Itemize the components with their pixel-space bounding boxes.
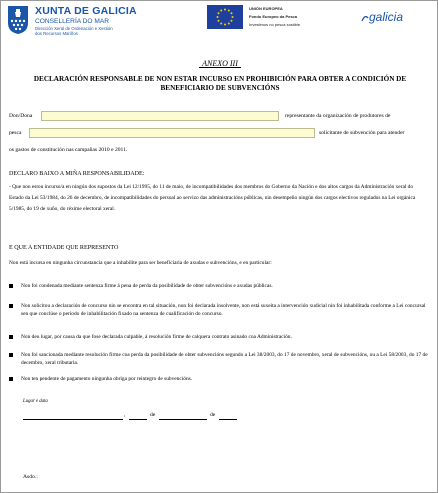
entity-intro: Non está incursa en ningunha circunstancia que a inhabilite para ser beneficiaria de axudas e subvencións, e en particular: <box>9 260 272 266</box>
galicia-shield-icon <box>7 5 29 35</box>
bullet-icon <box>9 377 13 381</box>
document-title: DECLARACIÓN RESPONSABLE DE NON ESTAR INCURSO EN PROHIBICIÓN PARA OBTER A CONDICIÓN DE BENEFICIARIO DE SUBVENCIÓNS <box>33 75 407 92</box>
subdivision-line-2: dos Recursos Mariños <box>35 31 78 37</box>
eu-line-1: UNIÓN EUROPEA <box>249 6 283 11</box>
eu-flag-icon <box>207 5 243 29</box>
date-de-2: de <box>210 412 216 418</box>
request-text: solicitante de subvención para atender <box>319 130 405 136</box>
declaration-paragraph: - Que non estou incurso/a en ningún dos supostos da Lei 12/1995, do 11 de maio, de incompatibilidades dos membros do Goberno da Nación e dos altos cargos da Administración xeral do Estado da Lei 53/1984, do 26 de decembro, de incompatibilidades do persoal ao servizo das administracións públicas, nin desempeño ningún dos cargos electivos regulados na Lei orgánica 5/1985, do 19 de xuño, do réxime electoral xeral. <box>9 184 416 212</box>
eu-line-3: Investimos no pesca sostible <box>249 22 301 27</box>
date-comma: , <box>124 412 126 418</box>
signed-label: Asdo.: <box>23 474 38 480</box>
campaign-text: os gastos de constitución nas campañas 2010 e 2011. <box>9 147 128 153</box>
xunta-name: XUNTA DE GALICIA <box>35 5 137 17</box>
declaration-heading: DECLARO BAIXO A MIÑA RESPONSABILIDADE: <box>9 171 145 177</box>
day-line[interactable] <box>129 419 147 420</box>
place-line[interactable] <box>23 419 123 420</box>
eu-line-2: Fondo Europeo da Pesca <box>249 14 298 19</box>
bullet-icon <box>9 284 13 288</box>
year-line[interactable] <box>219 419 237 420</box>
annex-label: ANEXO III <box>202 59 238 68</box>
subdivision-name <box>35 26 113 36</box>
department-name: CONSELLERÍA DO MAR <box>35 18 110 25</box>
pesca-label: pesca <box>9 130 22 136</box>
don-name-field[interactable] <box>41 111 279 121</box>
bullet-icon <box>9 304 13 308</box>
galicia-logo: galicia <box>369 10 404 24</box>
xunta-logo <box>7 5 137 41</box>
bullet-icon <box>9 335 13 339</box>
list-item-text: Non foi sancionada mediante resolución firme coa perda da posibilidade de obter subvencións segundo a Lei 38/2003, do 17 de novembro, xeral de subvencións, ou a Lei 58/2003, do 17 de decembro, xeral tributaria. <box>21 352 428 366</box>
subdivision-line-1: Dirección Xeral de Ordenación e Xestión <box>35 26 113 31</box>
galicia-brand-icon <box>361 14 369 22</box>
eu-text <box>249 5 300 29</box>
place-date-label: Lugar e data <box>23 399 48 404</box>
date-de-1: de <box>150 412 156 418</box>
bullet-icon <box>9 353 13 357</box>
representative-text: representante da organización de produtores de <box>285 113 391 119</box>
list-item-text: Non solicitou a declaración de concurso nin se encontra en tal situación, non foi declarada insolvente, non está suxeita a intervención xudicial nin foi inhabilitada conforme a Lei concursal sen que conclúse o período de inhabilitación fixado na sentenza de cualificación do concurso. <box>21 303 426 317</box>
list-item-text: Non ten pendente de pagamento ningunha obriga por reintegro de subvencións. <box>21 376 193 382</box>
annex-underline <box>199 67 241 68</box>
entity-heading: E QUE A ENTIDADE QUE REPRESENTO <box>9 245 119 251</box>
organization-field[interactable] <box>29 128 315 138</box>
month-line[interactable] <box>159 419 207 420</box>
list-item-text: Non foi condenada mediante sentenza firme á pena de perda da posibilidade de obter subvencións e axudas públicas. <box>21 283 273 289</box>
list-item-text: Non deu lugar, por causa da que fose declarada culpable, á resolución firme de calquera contrato asinado coa Administración. <box>21 334 292 340</box>
don-label: Don/Dona <box>9 113 33 119</box>
